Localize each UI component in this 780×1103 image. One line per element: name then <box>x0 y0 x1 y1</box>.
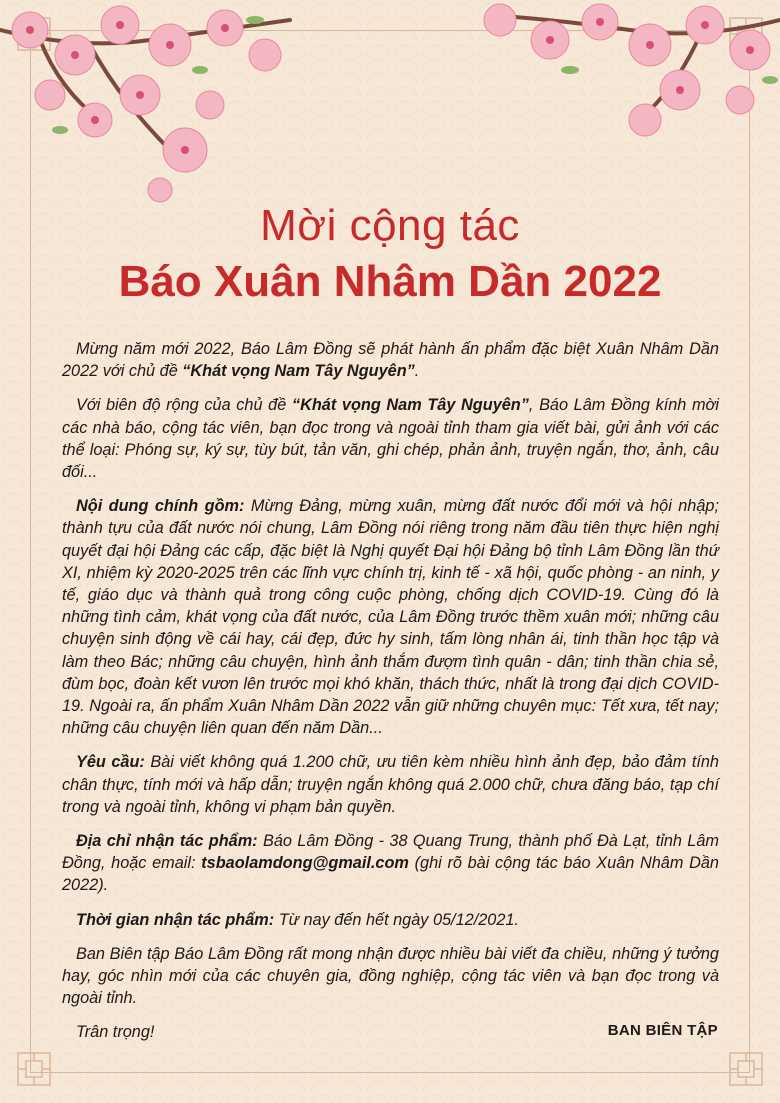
text: Trân trọng! <box>76 1023 155 1042</box>
email-link[interactable]: tsbaolamdong@gmail.com <box>201 854 409 873</box>
corner-ornament-bottom-left <box>14 1049 54 1089</box>
address-label: Địa chỉ nhận tác phẩm: <box>76 832 258 851</box>
corner-ornament-bottom-right <box>726 1049 766 1089</box>
paragraph-content <box>62 495 719 739</box>
text: (ghi rõ bài cộng tác báo Xuân Nhâm Dần 2022). <box>62 854 719 895</box>
paragraph-deadline <box>62 909 719 931</box>
paragraph-intro <box>62 338 719 382</box>
text: , Báo Lâm Đồng kính mời các nhà báo, cộng tác viên, bạn đọc trong và ngoài tỉnh tham gia viết bài, gửi ảnh với các thể loại: Phóng sự, ký sự, tùy bút, tản văn, ghi chép, phản ảnh, truyện ngắn, thơ, ảnh, câu đối... <box>62 396 720 482</box>
text: Mừng năm mới 2022, Báo Lâm Đồng sẽ phát hành ấn phẩm đặc biệt Xuân Nhâm Dần 2022 với chủ đề <box>62 340 719 381</box>
text: Báo Lâm Đồng - 38 Quang Trung, thành phố Đà Lạt, tỉnh Lâm Đồng, hoặc email: <box>62 832 719 873</box>
paragraph-address <box>62 830 719 897</box>
requirements-label: Yêu cầu: <box>76 753 145 772</box>
text: Ban Biên tập Báo Lâm Đồng rất mong nhận được nhiều bài viết đa chiều, những ý tưởng hay, góc nhìn mới của các chuyên gia, đồng nghiệp, cộng tác viên và bạn đọc trong và ngoài tỉnh. <box>62 944 719 1008</box>
page-title-line2: Báo Xuân Nhâm Dần 2022 <box>118 257 662 306</box>
text: Mừng Đảng, mừng xuân, mừng đất nước đổi mới và hội nhập; thành tựu của đất nước nói chung, Lâm Đồng nói riêng trong năm đầu tiên thực hiện nghị quyết đại hội Đảng các cấp, đặc biệt là Nghị quyết Đại hội Đảng bộ tỉnh Lâm Đồng lần thứ XI, nhiệm kỳ 2020-2025 trên các lĩnh vực chính trị, kinh tế - xã hội, quốc phòng - an ninh, y tế, giáo dục và thành quả trong công cuộc phòng, chống dịch COVID-19. Cùng đó là những tình cảm, khát vọng của đất nước, của Lâm Đồng trước thềm xuân mới; những câu chuyện sinh động về cái hay, cái đẹp, đức hy sinh, tấm lòng nhân ái, tinh thần học tập và làm theo Bác; những câu chuyện, hình ảnh thắm đượm tình quân - dân; tinh thần chia sẻ, đùm bọc, đoàn kết vươn lên trước mọi khó khăn, thách thức, nhất là trong đại dịch COVID-19. Ngoài ra, ấn phẩm Xuân Nhâm Dần 2022 vẫn giữ những chuyên mục: Tết xưa, tết nay; những câu chuyện liên quan đến năm Dần... <box>62 497 719 738</box>
paragraph-closing <box>62 943 719 1010</box>
text: . <box>414 362 420 381</box>
text: Bài viết không quá 1.200 chữ, ưu tiên kèm nhiều hình ảnh đẹp, bảo đảm tính chân thực, tính mới và hấp dẫn; truyện ngắn không quá 2.000 chữ, chưa đăng báo, tạp chí trong và ngoài tỉnh, không vi phạm bản quyền. <box>62 753 719 816</box>
content-label: Nội dung chính gồm: <box>76 497 245 516</box>
paragraph-requirements <box>62 751 719 818</box>
signature: BAN BIÊN TẬP <box>607 1022 718 1039</box>
cherry-blossom-left-illustration <box>0 0 300 220</box>
theme-name: “Khát vọng Nam Tây Nguyên” <box>182 362 415 381</box>
cherry-blossom-right-illustration <box>450 0 780 150</box>
deadline-label: Thời gian nhận tác phẩm: <box>76 910 275 929</box>
theme-name: “Khát vọng Nam Tây Nguyên” <box>291 396 529 415</box>
text: Từ nay đến hết ngày 05/12/2021. <box>274 910 519 929</box>
paragraph-invitation <box>62 394 719 483</box>
text: Với biên độ rộng của chủ đề <box>76 396 292 415</box>
article-body <box>62 338 719 1056</box>
page-title-line1: Mời cộng tác <box>260 201 520 250</box>
